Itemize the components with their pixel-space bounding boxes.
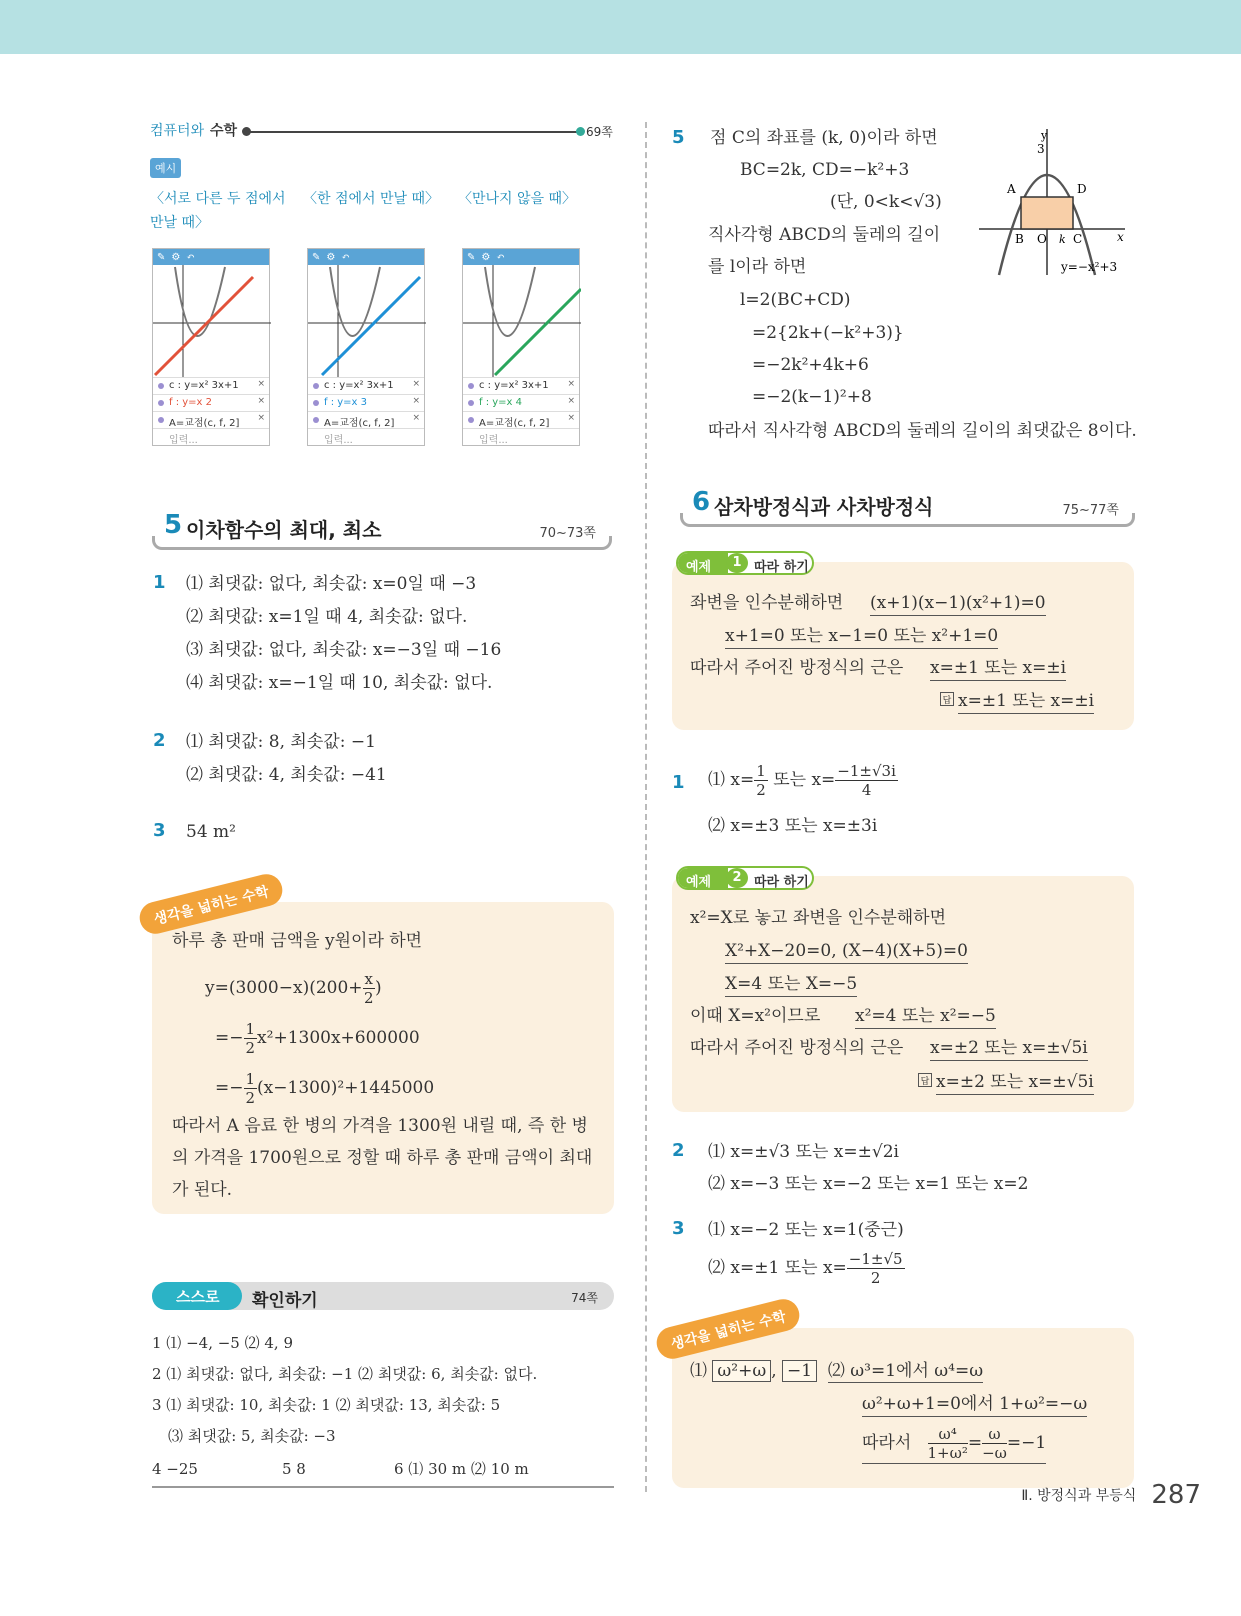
input-field[interactable]: 입력... (308, 428, 424, 445)
example-pill: 예제 1 따라 하기 (676, 551, 814, 575)
caption-2: 〈한 점에서 만날 때〉 (303, 191, 440, 207)
algebra-row[interactable]: f : y=x 2 × (153, 394, 269, 411)
answer-line: ⑷ 최댓값: x=−1일 때 10, 최솟값: 없다. (186, 673, 493, 693)
undo-icon[interactable]: ↶ (186, 251, 195, 263)
problem-number: 5 (672, 127, 685, 148)
solution-line: ⑵ x=−3 또는 x=−2 또는 x=1 또는 x=2 (708, 1174, 1029, 1194)
example-line: x=±1 또는 x=±i (930, 657, 1066, 681)
answer-line: ⑵ 최댓값: x=1일 때 4, 최솟값: 없다. (186, 607, 468, 627)
caption-1a: 〈서로 다른 두 점에서 (150, 191, 286, 207)
svg-text:y: y (1041, 129, 1048, 142)
think-line: ω²+ω+1=0에서 1+ω²=−ω (862, 1393, 1087, 1417)
think-badge: 생각을 넓히는 수학 (136, 871, 285, 937)
solution-line: ⑵ x=±1 또는 x= $\frac{-1\pm√5}{2}$ (708, 1250, 903, 1287)
answer-line: ⑴ 최댓값: 없다, 최솟값: x=0일 때 −3 (186, 574, 477, 594)
example-line: x²=X로 놓고 좌변을 인수분해하면 (690, 908, 947, 928)
think-line: 따라서 A 음료 한 병의 가격을 1300원 내릴 때, 즉 한 병 (172, 1116, 588, 1136)
self-check-line: 3 ⑴ 최댓값: 10, 최솟값: 1 ⑵ 최댓값: 13, 최솟값: 5 (152, 1396, 501, 1414)
section-number: 6 (692, 487, 711, 517)
problem-number: 1 (672, 772, 685, 793)
think-line: 가 된다. (172, 1180, 233, 1200)
self-check-pages: 74쪽 (571, 1291, 598, 1305)
svg-text:y=−x²+3: y=−x²+3 (1061, 260, 1118, 274)
self-check-line: 5 8 (282, 1460, 306, 1478)
app-toolbar (463, 249, 579, 265)
svg-text:D: D (1077, 182, 1087, 196)
gear-icon[interactable]: ⚙ (171, 251, 181, 263)
example-line: X=4 또는 X=−5 (725, 973, 857, 997)
example-answer: x=±1 또는 x=±i (958, 690, 1094, 714)
problem-number: 2 (672, 1140, 685, 1161)
app-screen-3 (462, 248, 580, 446)
algebra-row[interactable]: f : y=x 4 × (463, 394, 579, 411)
solution-line: =−2(k−1)²+8 (752, 387, 872, 407)
caption-1b: 만날 때〉 (150, 215, 210, 231)
algebra-row[interactable]: A=교점(c, f, 2] × (153, 411, 269, 428)
solution-line: ⑴ x=±√3 또는 x=±√2i (708, 1142, 899, 1162)
chapter-label: Ⅱ. 방정식과 부등식 (1021, 1488, 1137, 1504)
example-line: 따라서 주어진 방정식의 근은 (690, 658, 904, 678)
computer-math-label: 컴퓨터와 (150, 123, 205, 139)
example-line: x²=4 또는 x²=−5 (855, 1005, 996, 1029)
input-field[interactable]: 입력... (153, 428, 269, 445)
caption-3: 〈만나지 않을 때〉 (458, 191, 577, 207)
header-rule (246, 131, 580, 133)
solution-line: 직사각형 ABCD의 둘레의 길이 (708, 225, 941, 245)
example-tag: 예시 (150, 158, 181, 178)
solution-line: =2{2k+(−k²+3)} (752, 323, 904, 343)
section-pages: 75~77쪽 (1062, 503, 1119, 518)
example-line: X²+X−20=0, (X−4)(X+5)=0 (725, 940, 968, 964)
undo-icon[interactable]: ↶ (496, 251, 505, 263)
section-5-header (152, 510, 612, 550)
rule-dot-right (576, 127, 585, 136)
problem-number: 2 (153, 730, 166, 751)
example-line: 이때 X=x²이므로 (690, 1006, 821, 1026)
pencil-icon[interactable]: ✎ (312, 251, 321, 263)
undo-icon[interactable]: ↶ (341, 251, 350, 263)
answer-line: ⑶ 최댓값: 없다, 최솟값: x=−3일 때 −16 (186, 640, 502, 660)
algebra-row[interactable]: c : y=x² 3x+1 × (463, 377, 579, 394)
think-line: ⑴ ω²+ω , −1 ⑵ ω³=1에서 ω⁴=ω (690, 1361, 984, 1381)
solution-line: (단, 0<k<√3) (830, 192, 942, 212)
section-title: 삼차방정식과 사차방정식 (714, 495, 934, 519)
graph-canvas (463, 265, 581, 377)
graph-canvas (308, 265, 426, 377)
think-equation: =− $\frac{1}{2}$ x²+1300x+600000 (215, 1020, 420, 1057)
problem-number: 1 (153, 572, 166, 593)
solution-line: l=2(BC+CD) (740, 290, 851, 310)
think-line: 의 가격을 1700원으로 정할 때 하루 총 판매 금액이 최대 (172, 1148, 593, 1168)
rule-dot-left (242, 127, 251, 136)
pencil-icon[interactable]: ✎ (467, 251, 476, 263)
solution-line: 점 C의 좌표를 (k, 0)이라 하면 (710, 128, 938, 148)
answer-icon: 답 (940, 692, 954, 706)
think-badge: 생각을 넓히는 수학 (653, 1296, 802, 1362)
pencil-icon[interactable]: ✎ (157, 251, 166, 263)
gear-icon[interactable]: ⚙ (481, 251, 491, 263)
app-screen-2 (307, 248, 425, 446)
svg-text:A: A (1007, 182, 1016, 196)
answer-line: ⑴ 최댓값: 8, 최솟값: −1 (186, 732, 376, 752)
column-divider (645, 122, 647, 1492)
example-answer: x=±2 또는 x=±√5i (936, 1071, 1094, 1095)
section-title: 이차함수의 최대, 최소 (186, 518, 382, 542)
algebra-row[interactable]: c : y=x² 3x+1 × (153, 377, 269, 394)
svg-text:x: x (1117, 230, 1124, 244)
svg-text:C: C (1073, 232, 1083, 246)
self-check-title: 확인하기 (252, 1291, 318, 1311)
self-check-tag: 스스로 (152, 1282, 242, 1310)
example-line: x=±2 또는 x=±√5i (930, 1037, 1088, 1061)
example-line: x+1=0 또는 x−1=0 또는 x²+1=0 (725, 625, 998, 649)
app-toolbar (153, 249, 269, 265)
think-line: 하루 총 판매 금액을 y원이라 하면 (172, 931, 423, 951)
self-check-line: 1 ⑴ −4, −5 ⑵ 4, 9 (152, 1334, 293, 1352)
computer-math-page: 69쪽 (586, 125, 613, 139)
svg-text:k: k (1059, 233, 1066, 246)
algebra-row[interactable]: A=교점(c, f, 2] × (308, 411, 424, 428)
algebra-row[interactable]: A=교점(c, f, 2] × (463, 411, 579, 428)
solution-line: ⑴ x=−2 또는 x=1(중근) (708, 1220, 904, 1240)
computer-math-label-bold: 수학 (210, 123, 238, 139)
svg-text:O: O (1037, 232, 1047, 246)
problem-number: 3 (672, 1218, 685, 1239)
app-screen-1 (152, 248, 270, 446)
solution-line: BC=2k, CD=−k²+3 (740, 160, 910, 180)
svg-text:3: 3 (1037, 142, 1045, 156)
answer-line: 54 m² (186, 822, 236, 842)
example-line: 따라서 주어진 방정식의 근은 (690, 1038, 904, 1058)
self-check-line: 6 ⑴ 30 m ⑵ 10 m (394, 1460, 529, 1478)
solution-line: 를 l이라 하면 (708, 257, 807, 277)
think-line: 따라서 $\frac{\text{ω⁴}}{\text{1+ω²}}$ = $\frac{\omega}{-\omega}$ =−1 (862, 1425, 1047, 1462)
top-band (0, 0, 1241, 54)
self-check-rule (152, 1486, 614, 1488)
self-check-line: 4 −25 (152, 1460, 198, 1478)
input-field[interactable]: 입력... (463, 428, 579, 445)
self-check-header (152, 1282, 614, 1310)
gear-icon[interactable]: ⚙ (326, 251, 336, 263)
section-number: 5 (164, 510, 183, 540)
svg-text:B: B (1015, 232, 1024, 246)
example-pill: 예제 2 따라 하기 (676, 866, 814, 890)
problem-number: 3 (153, 820, 166, 841)
answer-line: ⑵ 최댓값: 4, 최솟값: −41 (186, 765, 387, 785)
self-check-line: 2 ⑴ 최댓값: 없다, 최솟값: −1 ⑵ 최댓값: 6, 최솟값: 없다. (152, 1365, 538, 1383)
example-line: (x+1)(x−1)(x²+1)=0 (870, 592, 1046, 616)
section-6-header (680, 487, 1135, 527)
graph-canvas (153, 265, 271, 377)
app-toolbar (308, 249, 424, 265)
parabola-figure (975, 125, 1135, 285)
algebra-row[interactable]: f : y=x 3 × (308, 394, 424, 411)
page-number: 287 (1151, 1480, 1201, 1510)
example-line: 좌변을 인수분해하면 (690, 593, 844, 613)
page-footer (1021, 1480, 1201, 1510)
section-pages: 70~73쪽 (539, 526, 596, 541)
self-check-line: ⑶ 최댓값: 5, 최솟값: −3 (168, 1427, 336, 1445)
solution-line: ⑵ x=±3 또는 x=±3i (708, 816, 878, 836)
solution-line: 따라서 직사각형 ABCD의 둘레의 길이의 최댓값은 8이다. (708, 421, 1137, 441)
algebra-row[interactable]: c : y=x² 3x+1 × (308, 377, 424, 394)
solution-line: =−2k²+4k+6 (752, 355, 869, 375)
think-equation: y=(3000−x)(200+ $\frac{x}{2}$ ) (205, 970, 382, 1007)
solution-line: ⑴ x= $\frac{1}{2}$ 또는 x= $\frac{-1\pm√3i}{4}$ (708, 762, 896, 799)
think-equation: =− $\frac{1}{2}$ (x−1300)²+1445000 (215, 1070, 435, 1107)
answer-icon: 답 (918, 1073, 932, 1087)
